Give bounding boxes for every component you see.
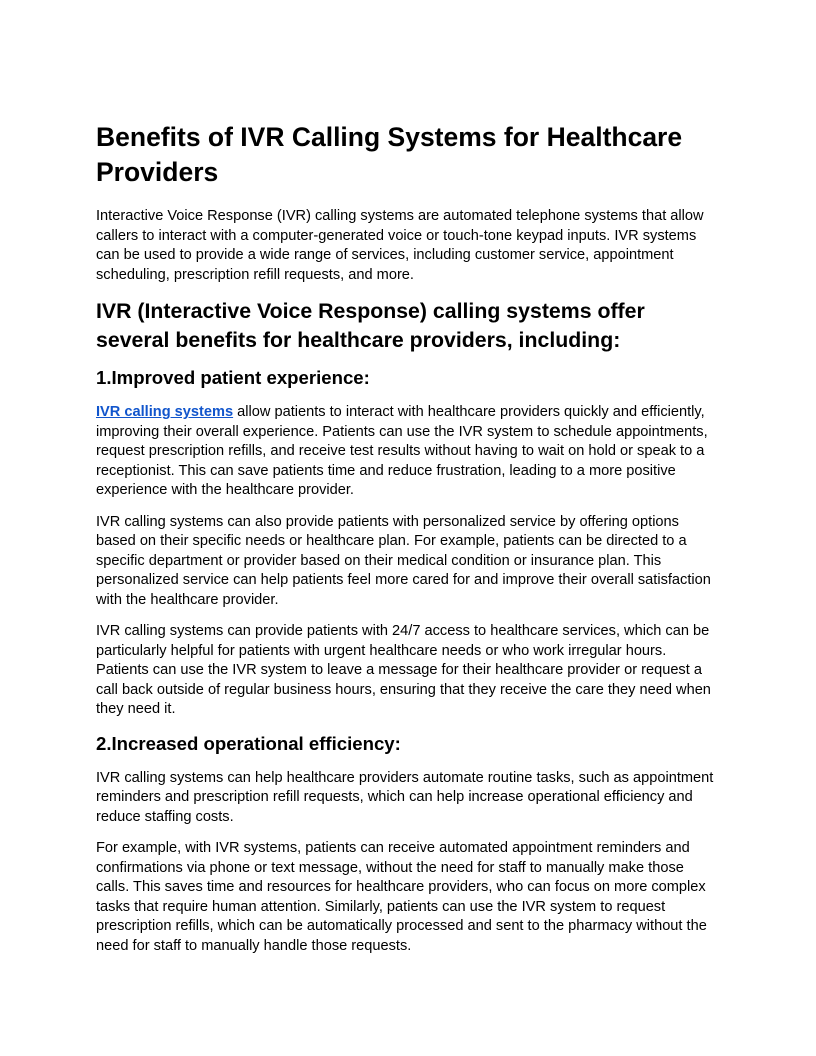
operational-efficiency-paragraph-1: IVR calling systems can help healthcare providers automate routine tasks, such as appointment reminders and prescription refill requests, which can help increase operational efficiency and reduce staffing costs. [96,769,714,825]
document-title: Benefits of IVR Calling Systems for Healthcare Providers [96,122,683,187]
patient-experience-paragraph-3: IVR calling systems can provide patients with 24/7 access to healthcare services, which can be particularly helpful for patients with urgent healthcare needs or who work irregular hours. Patients can use the IVR system to leave a message for their healthcare provider or request a call back outside of regular business hours, ensuring that they receive the care they need when they need it. [96,623,711,717]
section-heading-operational-efficiency: 2.Increased operational efficiency: [96,732,401,754]
document-body [96,120,720,968]
patient-experience-paragraph-1 [96,403,720,501]
ivr-calling-systems-link[interactable]: IVR calling systems [96,404,234,420]
paragraph-text: allow patients to interact with healthcare providers quickly and efficiently, improving their overall experience. Patients can use the IVR system to schedule appointments, request prescription refills, and receive test results without having to wait on hold or speak to a receptionist. This can save patients time and reduce frustration, leading to a more positive experience with the healthcare provider. [96,404,708,498]
benefits-subtitle: IVR (Interactive Voice Response) calling systems offer several benefits for healthcare providers, including: [96,299,645,352]
patient-experience-paragraph-2: IVR calling systems can also provide patients with personalized service by offering options based on their specific needs or healthcare plan. For example, patients can be directed to a specific department or provider based on their medical condition or insurance plan. This personalized service can help patients feel more cared for and improve their overall satisfaction with the healthcare provider. [96,513,711,608]
section-heading-patient-experience: 1.Improved patient experience: [96,367,370,388]
operational-efficiency-paragraph-2: For example, with IVR systems, patients can receive automated appointment reminders and confirmations via phone or text message, without the need for staff to manually make those calls. This saves time and resources for healthcare providers, who can focus on more complex tasks that require human attention. Similarly, patients can use the IVR system to request prescription refills, which can be automatically processed and sent to the pharmacy without the need for staff to manually handle those requests. [96,840,707,954]
intro-paragraph: Interactive Voice Response (IVR) calling systems are automated telephone systems that allow callers to interact with a computer-generated voice or touch-tone keypad inputs. IVR systems can be used to provide a wide range of services, including customer service, appointment scheduling, prescription refill requests, and more. [96,208,704,283]
